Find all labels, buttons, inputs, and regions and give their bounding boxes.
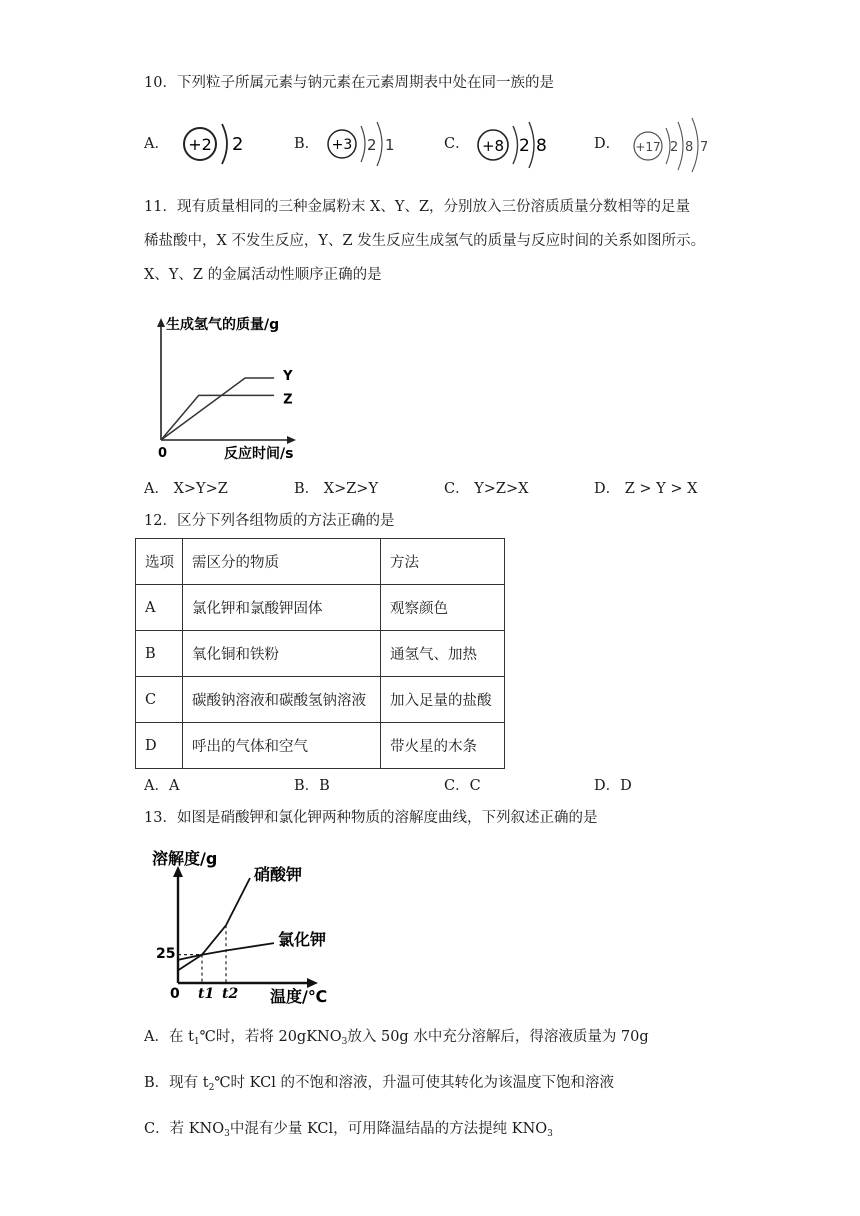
q13-option-a: A．在 $t_1℃$时，若将 20gKNO$_3$放入 50g 水中充分溶解后，得溶液质量为 70g bbox=[144, 1029, 649, 1047]
table-row bbox=[136, 723, 505, 769]
table-header-cell: 方法 bbox=[381, 539, 505, 585]
q10-stem: 10．下列粒子所属元素与钠元素在元素周期表中处在同一族的是 bbox=[144, 75, 554, 91]
q10-b-nucleus: +3 bbox=[331, 137, 353, 153]
table-cell: C bbox=[136, 677, 183, 723]
chart2-y-tick-25: 25 bbox=[156, 946, 176, 962]
series-kcl-label: 氯化钾 bbox=[278, 930, 327, 950]
q12-stem: 12．区分下列各组物质的方法正确的是 bbox=[144, 513, 395, 529]
table-cell: D bbox=[136, 723, 183, 769]
series-z-line bbox=[161, 395, 274, 440]
series-z-label: Z bbox=[283, 392, 293, 408]
series-y-label: Y bbox=[283, 369, 293, 384]
q10-c-shell-1: 2 bbox=[519, 136, 530, 156]
q10-option-c-diagram bbox=[475, 118, 555, 170]
q10-c-shell-2: 8 bbox=[536, 136, 547, 156]
table-cell: 通氢气、加热 bbox=[381, 631, 505, 677]
q12-option-b: B．B bbox=[294, 778, 330, 794]
chart2-xlabel: 温度/℃ bbox=[270, 987, 328, 1006]
q10-b-shell-1: 2 bbox=[367, 136, 377, 154]
q11-stem-line3: X、Y、Z 的金属活动性顺序正确的是 bbox=[144, 267, 382, 283]
q11-stem-line2: 稀盐酸中，X 不发生反应，Y、Z 发生反应生成氢气的质量与反应时间的关系如图所示。 bbox=[144, 233, 706, 249]
series-y-line bbox=[161, 378, 274, 440]
q10-option-c-label: C． bbox=[444, 136, 470, 152]
series-kno3-curve bbox=[178, 878, 250, 970]
q10-a-nucleus: +2 bbox=[188, 135, 212, 154]
table-header-cell: 选项 bbox=[136, 539, 183, 585]
q12-option-a: A．A bbox=[144, 778, 180, 794]
q10-d-shell-2: 8 bbox=[685, 140, 694, 155]
q13-option-b: B．现有 $t_2℃$时 KCl 的不饱和溶液，升温可使其转化为该温度下饱和溶液 bbox=[144, 1075, 614, 1093]
q11-option-d: D． Z > Y > X bbox=[594, 481, 698, 497]
q13-option-c: C．若 $KNO_3$中混有少量 KCl，可用降温结晶的方法提纯 $KNO_3$ bbox=[144, 1121, 553, 1139]
chart1-xlabel: 反应时间/s bbox=[224, 446, 294, 462]
table-header-cell: 需区分的物质 bbox=[183, 539, 381, 585]
table-row bbox=[136, 631, 505, 677]
table-cell: 观察颜色 bbox=[381, 585, 505, 631]
q11-option-c: C． Y>Z>X bbox=[444, 481, 529, 497]
table-row bbox=[136, 585, 505, 631]
q10-option-d-diagram bbox=[630, 114, 720, 172]
table-row bbox=[136, 677, 505, 723]
table-cell: 呼出的气体和空气 bbox=[183, 723, 381, 769]
table-cell: 加入足量的盐酸 bbox=[381, 677, 505, 723]
table-cell: A bbox=[136, 585, 183, 631]
q10-c-nucleus: +8 bbox=[481, 137, 505, 155]
table-cell: 氯化钾和氯酸钾固体 bbox=[183, 585, 381, 631]
q11-hydrogen-chart bbox=[140, 312, 320, 462]
q10-option-d-label: D． bbox=[594, 136, 621, 152]
table-cell: 氧化铜和铁粉 bbox=[183, 631, 381, 677]
q11-stem-line1: 11．现有质量相同的三种金属粉末 X、Y、Z，分别放入三份溶质质量分数相等的足量 bbox=[144, 199, 691, 215]
table-cell: B bbox=[136, 631, 183, 677]
q12-table bbox=[135, 538, 505, 769]
q11-option-a: A． X>Y>Z bbox=[144, 481, 228, 497]
q10-option-b-label: B． bbox=[294, 136, 320, 152]
chart1-x-arrow bbox=[287, 436, 296, 444]
q10-d-shell-3: 7 bbox=[700, 140, 709, 155]
q13-stem: 13．如图是硝酸钾和氯化钾两种物质的溶解度曲线，下列叙述正确的是 bbox=[144, 810, 598, 826]
series-kno3-label: 硝酸钾 bbox=[254, 865, 303, 884]
chart2-x-tick-t1: t1 bbox=[198, 986, 215, 1002]
q10-a-shell-1: 2 bbox=[232, 134, 244, 155]
chart1-ylabel: 生成氢气的质量/g bbox=[166, 317, 280, 333]
q12-option-c: C．C bbox=[444, 778, 481, 794]
q10-b-shell-2: 1 bbox=[385, 136, 395, 154]
table-cell: 带火星的木条 bbox=[381, 723, 505, 769]
table-header-row bbox=[136, 539, 505, 585]
q11-option-b: B． X>Z>Y bbox=[294, 481, 379, 497]
q10-option-b-diagram bbox=[325, 118, 405, 170]
q12-option-d: D．D bbox=[594, 778, 632, 794]
chart1-y-arrow bbox=[157, 318, 165, 327]
table-cell: 碳酸钠溶液和碳酸氢钠溶液 bbox=[183, 677, 381, 723]
q10-d-nucleus: +17 bbox=[635, 140, 661, 154]
q13-solubility-chart bbox=[148, 848, 348, 1008]
chart2-ylabel: 溶解度/g bbox=[152, 849, 218, 868]
chart2-origin-label: 0 bbox=[170, 986, 180, 1002]
q10-d-shell-1: 2 bbox=[670, 140, 679, 155]
chart2-x-tick-t2: t2 bbox=[222, 986, 239, 1002]
chart1-origin-label: 0 bbox=[158, 446, 168, 461]
q10-option-a-diagram bbox=[180, 118, 250, 170]
q10-option-a-label: A． bbox=[144, 136, 169, 152]
